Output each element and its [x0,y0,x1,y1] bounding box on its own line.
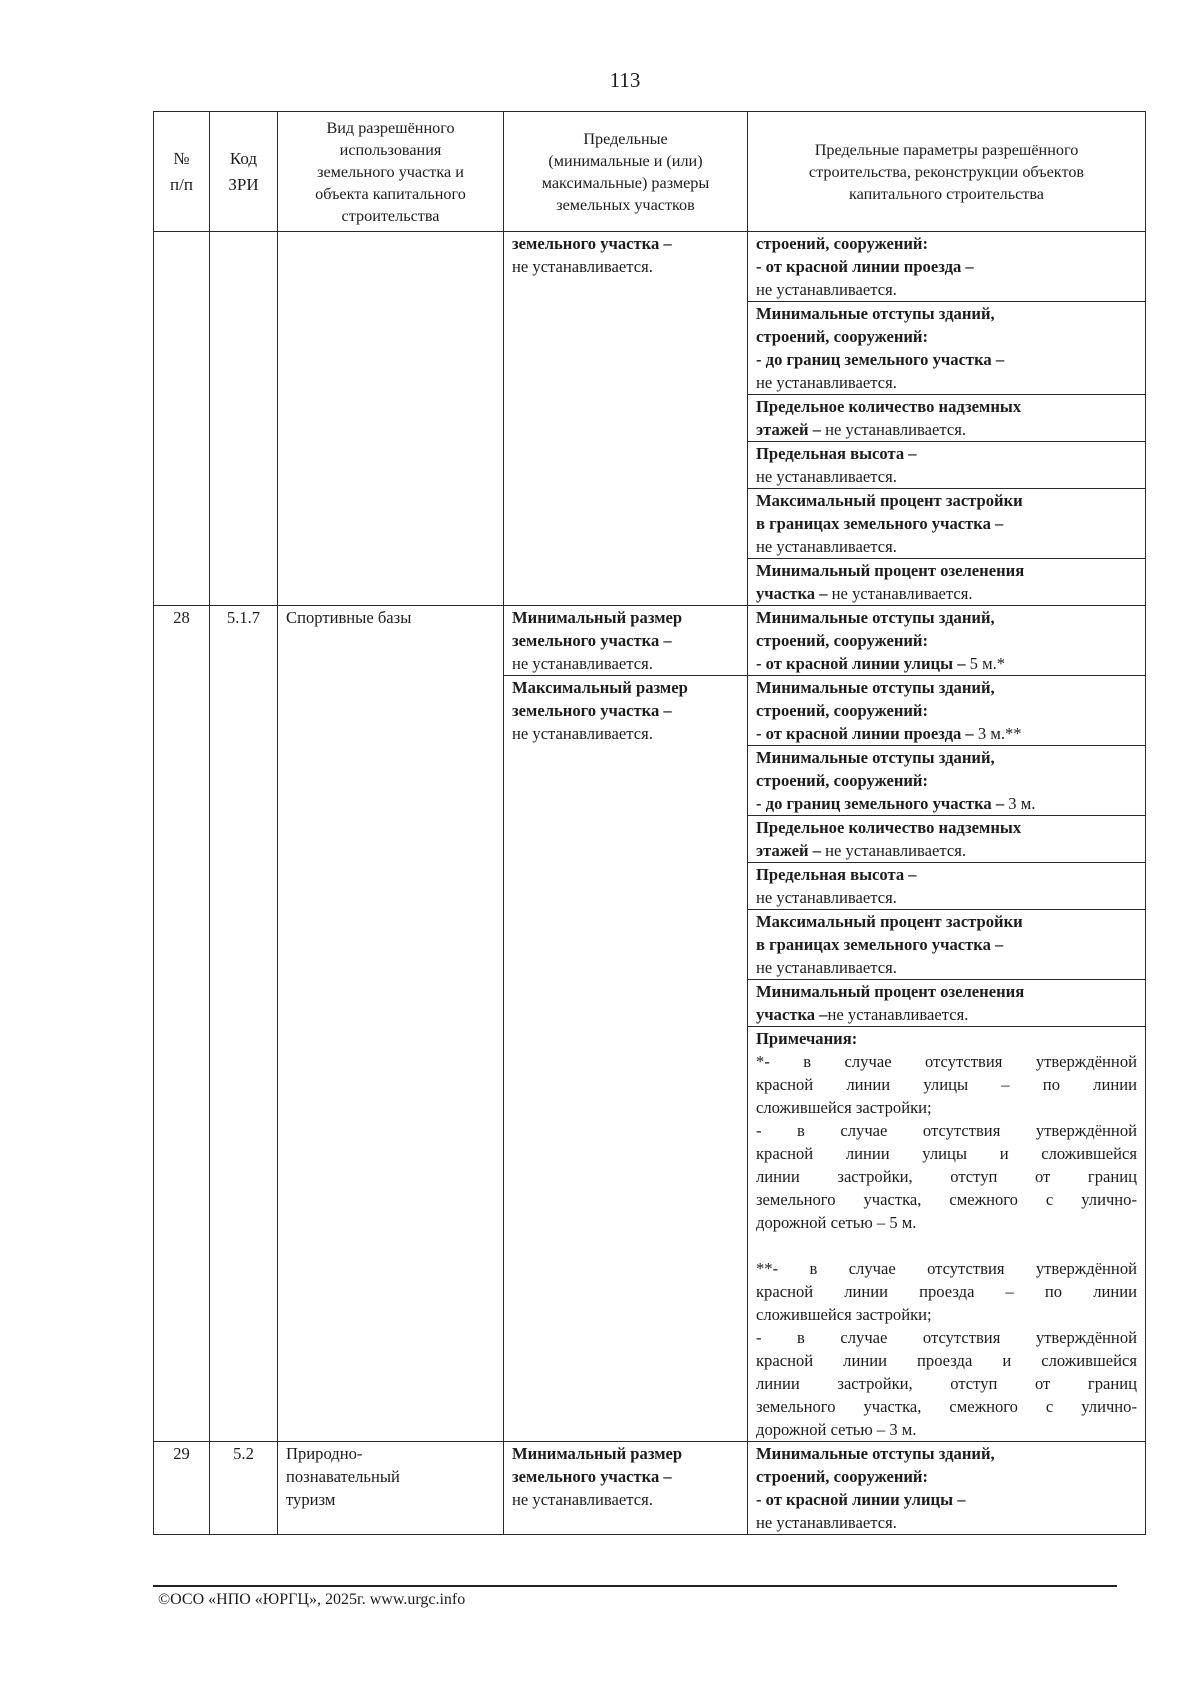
param-cont-2-normal: не устанавливается. [821,420,967,439]
header-code-text: Код ЗРИ [228,148,259,194]
param-28-2 [748,746,1146,816]
cell-number-empty [154,232,210,606]
note-line: - в случае отсутствия утверждённой [756,1121,1137,1140]
table-row-29 [154,1442,1146,1535]
param-28-0-bold: Минимальные отступы зданий, строений, сооружений: - от красной линии улицы – [756,608,995,673]
param-cont-1-normal: не устанавливается. [756,373,897,392]
name-29-text: Природно- познавательный туризм [286,1444,400,1509]
note-line: линии застройки, отступ от границ [756,1374,1137,1393]
param-28-4-normal: не устанавливается. [756,888,897,907]
note-line: **- в случае отсутствия утверждённой [756,1259,1137,1278]
param-28-4 [748,863,1146,910]
footer-rule [153,1585,1117,1587]
param-cont-5 [748,559,1146,606]
param-cont-3-normal: не устанавливается. [756,467,897,486]
param-cont-3-bold: Предельная высота – [756,444,917,463]
param-28-3-bold: Предельное количество надземных этажей – [756,818,1022,860]
param-28-6 [748,980,1146,1027]
header-plot-size-text: Предельные (минимальные и (или) максимальные) размеры земельных участков [541,129,710,214]
note-line: - в случае отсутствия утверждённой [756,1328,1137,1347]
note-line: красной линии улицы и сложившейся [756,1144,1137,1163]
param-28-0 [748,606,1146,676]
param-cont-4 [748,489,1146,559]
size-continuation-normal: не устанавливается. [512,257,653,276]
min-size-28-bold: Минимальный размер земельного участка – [512,608,683,650]
notes-28 [748,1027,1146,1442]
page-number: 113 [609,68,641,92]
footer-copyright: ©ОСО «НПО «ЮРГЦ», 2025г. www.urgc.info [158,1591,466,1608]
table-row-28 [154,606,1146,676]
header-construction-params-text: Предельные параметры разрешённого строительства, реконструкции объектов капитального строительства [808,140,1085,203]
min-size-29-bold: Минимальный размер земельного участка – [512,1444,683,1486]
param-28-5-bold: Максимальный процент застройки в границах земельного участка – [756,912,1023,954]
param-cont-0 [748,232,1146,302]
cell-name-29 [278,1442,504,1535]
header-use-type-text: Вид разрешённого использования земельного участка и объекта капитального строительства [315,118,466,225]
param-28-6-bold: Минимальный процент озеленения участка – [756,982,1025,1024]
param-28-2-bold: Минимальные отступы зданий, строений, сооружений: - до границ земельного участка – [756,748,1005,813]
cell-number-28: 28 [154,606,210,1442]
notes-title: Примечания: [756,1029,858,1048]
note-line: *- в случае отсутствия утверждённой [756,1052,1137,1071]
note-line: красной линии улицы – по линии [756,1075,1137,1094]
param-cont-0-bold: строений, сооружений: - от красной линии проезда – [756,234,974,276]
note-line: красной линии проезда и сложившейся [756,1351,1137,1370]
note-line: дорожной сетью – 3 м. [756,1420,917,1439]
cell-min-size-29 [504,1442,748,1535]
cell-number-29: 29 [154,1442,210,1535]
note-line: земельного участка, смежного с улично- [756,1190,1137,1209]
param-cont-0-normal: не устанавливается. [756,280,897,299]
param-28-1 [748,676,1146,746]
param-cont-5-normal: не устанавливается. [827,584,973,603]
param-28-5-normal: не устанавливается. [756,958,897,977]
cell-code-empty [210,232,278,606]
param-29-0-bold: Минимальные отступы зданий, строений, сооружений: - от красной линии улицы – [756,1444,995,1509]
param-28-1-bold: Минимальные отступы зданий, строений, сооружений: - от красной линии проезда – [756,678,995,743]
param-cont-2 [748,395,1146,442]
header-plot-size [504,112,748,232]
param-cont-4-normal: не устанавливается. [756,537,897,556]
param-cont-3 [748,442,1146,489]
note-line: земельного участка, смежного с улично- [756,1397,1137,1416]
size-continuation-bold: земельного участка – [512,234,672,253]
cell-code-29: 5.2 [210,1442,278,1535]
header-use-type [278,112,504,232]
param-cont-1 [748,302,1146,395]
param-28-0-normal: 5 м.* [965,654,1006,673]
note-line [756,1234,1137,1257]
cell-max-size-28 [504,676,748,1442]
header-construction-params [748,112,1146,232]
cell-code-28: 5.1.7 [210,606,278,1442]
param-28-6-normal: не устанавливается. [827,1005,969,1024]
param-29-0 [748,1442,1146,1535]
header-code [210,112,278,232]
notes-lines [756,1050,1137,1441]
note-line: дорожной сетью – 5 м. [756,1213,917,1232]
min-size-28-normal: не устанавливается. [512,654,653,673]
param-28-1-normal: 3 м.** [973,724,1022,743]
param-29-0-normal: не устанавливается. [756,1513,897,1532]
table-header-row [154,112,1146,232]
param-28-5 [748,910,1146,980]
param-cont-5-bold: Минимальный процент озеленения участка – [756,561,1025,603]
cell-min-size-28 [504,606,748,676]
regulations-table [153,111,1146,1535]
min-size-29-normal: не устанавливается. [512,1490,653,1509]
note-line: красной линии проезда – по линии [756,1282,1137,1301]
param-cont-4-bold: Максимальный процент застройки в границах земельного участка – [756,491,1023,533]
header-number-text: № п/п [170,148,193,194]
param-28-3-normal: не устанавливается. [821,841,967,860]
max-size-28-normal: не устанавливается. [512,724,653,743]
table-row-continuation [154,232,1146,302]
param-cont-2-bold: Предельное количество надземных этажей – [756,397,1022,439]
header-number [154,112,210,232]
cell-size-continuation [504,232,748,606]
cell-name-28: Спортивные базы [278,606,504,1442]
cell-name-empty [278,232,504,606]
param-28-4-bold: Предельная высота – [756,865,917,884]
param-cont-1-bold: Минимальные отступы зданий, строений, сооружений: - до границ земельного участка – [756,304,1005,369]
note-line: сложившейся застройки; [756,1098,932,1117]
note-line: линии застройки, отступ от границ [756,1167,1137,1186]
param-28-2-normal: 3 м. [1004,794,1036,813]
param-28-3 [748,816,1146,863]
max-size-28-bold: Максимальный размер земельного участка – [512,678,688,720]
note-line: сложившейся застройки; [756,1305,932,1324]
